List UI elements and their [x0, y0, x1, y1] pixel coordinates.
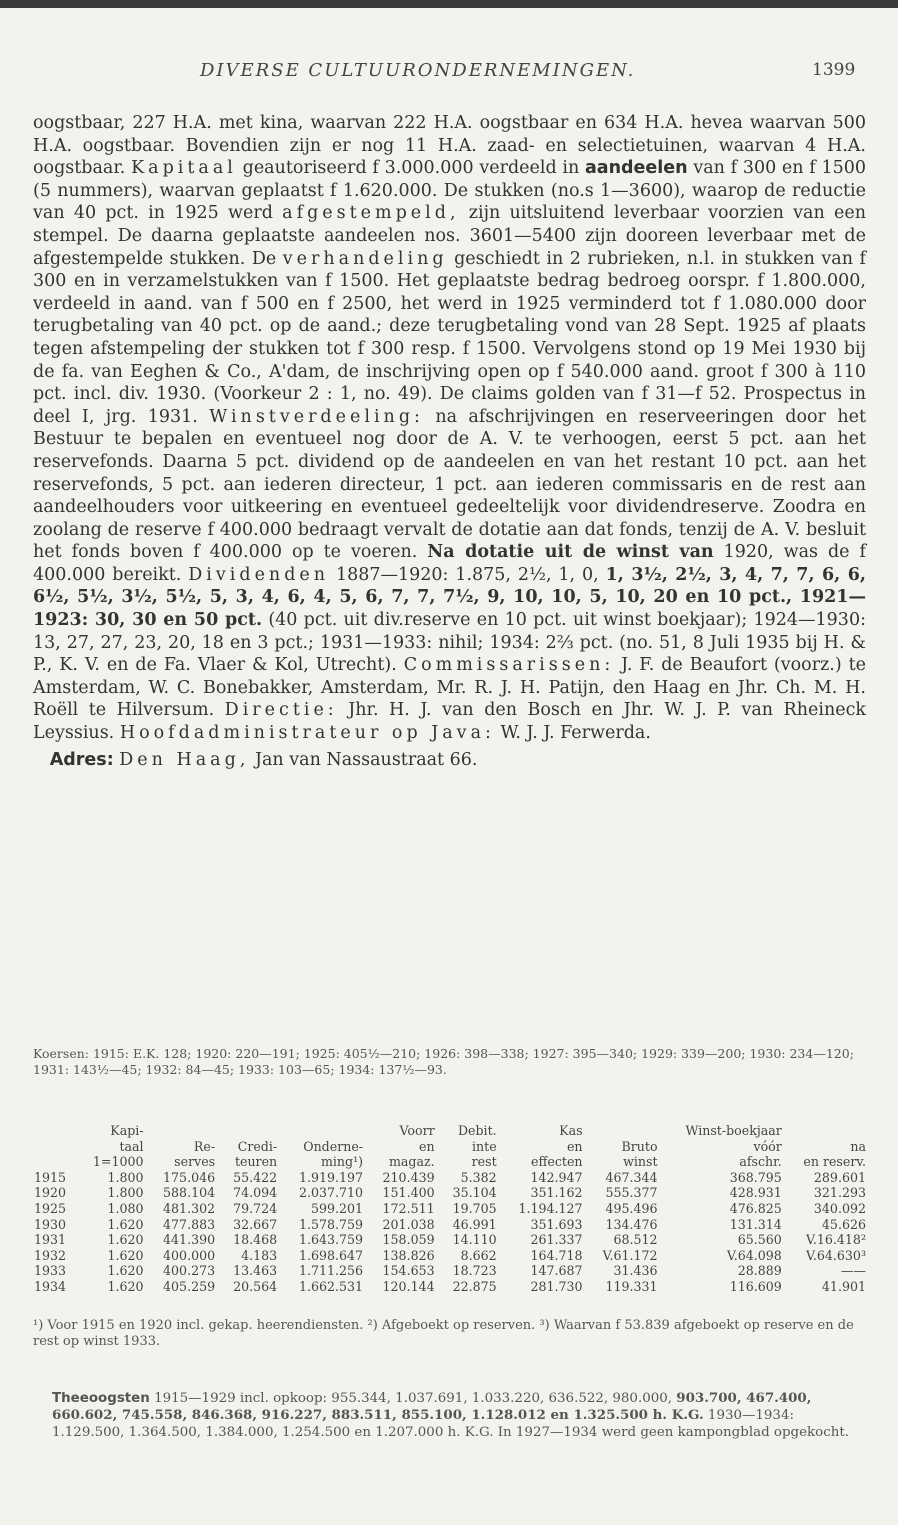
address-line: Adres: Den Haag, Jan van Nassaustraat 66. — [49, 749, 478, 770]
table-cell: 321.293 — [813, 1185, 866, 1201]
table-cell: 19.705 — [452, 1200, 497, 1216]
table-cell: —— — [840, 1263, 866, 1279]
table-cell: 588.104 — [163, 1185, 216, 1201]
table-cell: 158.059 — [382, 1232, 435, 1248]
table-cell: 1.643.759 — [298, 1232, 364, 1248]
table-cell: 555.377 — [605, 1185, 658, 1201]
adres-label: Adres: — [49, 749, 114, 770]
table-header-row — [30, 1123, 870, 1170]
table-cell: 41.901 — [821, 1278, 866, 1294]
table-cell: 351.162 — [530, 1185, 583, 1201]
table-cell: 55.422 — [233, 1169, 278, 1185]
table-cell: 175.046 — [163, 1169, 216, 1185]
table-row — [30, 1279, 870, 1295]
table-cell: 8.662 — [460, 1247, 497, 1263]
table-cell: 45.626 — [821, 1216, 866, 1232]
table-cell: 46.991 — [452, 1216, 497, 1232]
hoofdadministrateur-label: Hoofdadministrateur op Java: — [119, 723, 495, 744]
column-header: Winst-boekjaar vóór afschr. — [685, 1123, 782, 1170]
page-number: 1399 — [812, 60, 856, 80]
table-row — [30, 1217, 870, 1233]
year-cell: 1931 — [34, 1232, 67, 1248]
year-cell: 1932 — [34, 1247, 67, 1263]
table-cell: 481.302 — [163, 1200, 216, 1216]
table-cell: V.61.172 — [602, 1247, 658, 1263]
year-cell: 1930 — [34, 1216, 67, 1232]
page-header — [0, 60, 898, 90]
table-cell: 154.653 — [382, 1263, 435, 1279]
table-row — [30, 1201, 870, 1217]
table-cell: 1.620 — [107, 1232, 144, 1248]
table-cell: 1.578.759 — [298, 1216, 364, 1232]
running-title: DIVERSE CULTUURONDERNEMINGEN. — [200, 60, 636, 81]
table-cell: 467.344 — [605, 1169, 658, 1185]
table-cell: 31.436 — [613, 1263, 658, 1279]
table-cell: 261.337 — [530, 1232, 583, 1248]
table-cell: 134.476 — [605, 1216, 658, 1232]
column-header: Kas en effecten — [531, 1123, 583, 1170]
table-cell: 368.795 — [729, 1169, 782, 1185]
table-cell: 1.800 — [107, 1185, 144, 1201]
theeoogsten-paragraph: Theeoogsten 1915—1929 incl. opkoop: 955.344, 1.037.691, 1.033.220, 636.522, 980.000, 903.700, 467.400, 660.602, 745.558, 846.368, 916.227, 883.511, 855.100, 1.128.012 en 1.325.500 h. K.G. 1930—1934: 1.129.500, 1.364.500, 1.384.000, 1.254.500 en 1.207.000 h. K.G. In 1927—1934 werd geen kampongblad opgekocht. — [52, 1390, 849, 1440]
table-cell: 22.875 — [452, 1278, 497, 1294]
table-cell: 1.662.531 — [298, 1278, 364, 1294]
table-row — [30, 1263, 870, 1279]
column-header: Credi- teuren — [234, 1138, 278, 1170]
table-cell: 281.730 — [530, 1278, 583, 1294]
column-header: Debit. inte rest — [457, 1123, 497, 1170]
table-cell: 28.889 — [737, 1263, 782, 1279]
table-cell: 400.000 — [163, 1247, 216, 1263]
column-header: Onderne- ming¹) — [303, 1138, 364, 1170]
table-cell: 405.259 — [163, 1278, 216, 1294]
table-cell: 477.883 — [163, 1216, 216, 1232]
verhandeling-label: verhandeling — [282, 248, 448, 269]
table-row — [30, 1232, 870, 1248]
table-cell: 116.609 — [729, 1278, 782, 1294]
table-cell: 289.601 — [813, 1169, 866, 1185]
table-cell: 1.080 — [107, 1200, 144, 1216]
winstverdeeling-label: Winstverdeeling: — [209, 406, 424, 427]
table-cell: 210.439 — [382, 1169, 435, 1185]
table-cell: 18.468 — [233, 1232, 278, 1248]
table-body — [30, 1170, 870, 1295]
commissarissen-label: Commissarissen: — [403, 655, 615, 676]
table-cell: 13.463 — [233, 1263, 278, 1279]
column-header: Kapi- taal 1=1000 — [92, 1123, 144, 1170]
table-cell: 1.711.256 — [298, 1263, 364, 1279]
dividenden-label: Dividenden — [188, 564, 330, 585]
table-footnotes: ¹) Voor 1915 en 1920 incl. gekap. heerendiensten. ²) Afgeboekt op reserven. ³) Waarvan f 53.839 afgeboekt op reserve en de rest op winst 1933. — [33, 1318, 854, 1349]
table-cell: 1.698.647 — [298, 1247, 364, 1263]
table-cell: 14.110 — [452, 1232, 497, 1248]
year-cell: 1915 — [34, 1169, 67, 1185]
table-cell: 35.104 — [452, 1185, 497, 1201]
table-cell: 1.620 — [107, 1263, 144, 1279]
table-cell: 164.718 — [530, 1247, 583, 1263]
table-cell: 131.314 — [729, 1216, 782, 1232]
scan-top-edge — [0, 0, 898, 8]
koersen-line: Koersen: 1915: E.K. 128; 1920: 220—191; 1925: 405½—210; 1926: 398—338; 1927: 395—340; 1929: 339—200; 1930: 234—120; 1931: 143½—45; 1932: 84—45; 1933: 103—65; 1934: 137½—93. — [33, 1046, 854, 1077]
table-cell: 1.919.197 — [298, 1169, 364, 1185]
company-description — [33, 112, 866, 771]
financial-table — [30, 1123, 870, 1295]
theeoogsten-label: Theeoogsten — [52, 1391, 150, 1406]
table-cell: 1.800 — [107, 1169, 144, 1185]
table-cell: 476.825 — [729, 1200, 782, 1216]
table-cell: 20.564 — [233, 1278, 278, 1294]
table-cell: 68.512 — [613, 1232, 658, 1248]
table-cell: 151.400 — [382, 1185, 435, 1201]
table-cell: 351.693 — [530, 1216, 583, 1232]
table-cell: 79.724 — [233, 1200, 278, 1216]
table-cell: 1.194.127 — [518, 1200, 583, 1216]
table-cell: V.16.418² — [805, 1232, 866, 1248]
table-cell: 441.390 — [163, 1232, 216, 1248]
table-cell: 428.931 — [729, 1185, 782, 1201]
table-cell: 18.723 — [452, 1263, 497, 1279]
table-cell: V.64.098 — [726, 1247, 782, 1263]
table-row — [30, 1170, 870, 1186]
directie-label: Directie: — [224, 700, 338, 721]
table-cell: 599.201 — [310, 1200, 364, 1216]
column-header — [30, 1123, 78, 1170]
table-cell: 201.038 — [382, 1216, 435, 1232]
year-cell: 1934 — [34, 1278, 67, 1294]
table-cell: 340.092 — [813, 1200, 866, 1216]
table-cell: 5.382 — [460, 1169, 497, 1185]
table-cell: 119.331 — [605, 1278, 658, 1294]
table-cell: 65.560 — [737, 1232, 782, 1248]
table-cell: 1.620 — [107, 1278, 144, 1294]
table-cell: 400.273 — [163, 1263, 216, 1279]
table-cell: 4.183 — [241, 1247, 278, 1263]
table-cell: 172.511 — [382, 1200, 435, 1216]
table-cell: 1.620 — [107, 1216, 144, 1232]
column-header: Voorr en magaz. — [388, 1123, 435, 1170]
table-cell: 2.037.710 — [298, 1185, 364, 1201]
year-cell: 1933 — [34, 1263, 67, 1279]
aandeelen-label: aandeelen — [584, 158, 688, 179]
column-header: Re- serves — [174, 1138, 216, 1170]
year-cell: 1920 — [34, 1185, 67, 1201]
table-row — [30, 1185, 870, 1201]
table-row — [30, 1248, 870, 1264]
table-cell: V.64.630³ — [805, 1247, 866, 1263]
kapitaal-label: Kapitaal — [131, 158, 237, 179]
table-cell: 138.826 — [382, 1247, 435, 1263]
table-cell: 32.667 — [233, 1216, 278, 1232]
year-cell: 1925 — [34, 1200, 67, 1216]
table-cell: 142.947 — [530, 1169, 583, 1185]
column-header: Bruto winst — [621, 1138, 658, 1170]
table-cell: 1.620 — [107, 1247, 144, 1263]
table-cell: 147.687 — [530, 1263, 583, 1279]
table-cell: 120.144 — [382, 1278, 435, 1294]
column-header: na en reserv. — [803, 1138, 866, 1170]
table-cell: 495.496 — [605, 1200, 658, 1216]
table-cell: 74.094 — [233, 1185, 278, 1201]
main-paragraph: oogstbaar, 227 H.A. met kina, waarvan 222 H.A. oogstbaar en 634 H.A. hevea waarvan 500 H.A. oogstbaar. Bovendien zijn er nog 11 H.A. zaad- en selectietuinen, waarvan 4 H.A. oogstbaar. Kapitaal geautoriseerd f 3.000.000 verdeeld in aandeelen van f 300 en f 1500 (5 nummers), waarvan geplaatst f 1.620.000. De stukken (no.s 1—3600), waarop de reductie van 40 pct. in 1925 werd afgestempeld, zijn uitsluitend leverbaar voorzien van een stempel. De daarna geplaatste aandeelen nos. 3601—5400 zijn dooreen leverbaar met de afgestempelde stukken. De verhandeling geschiedt in 2 rubrieken, n.l. in stukken van f 300 en in verzamelstukken van f 1500. Het geplaatste bedrag bedroeg oorspr. f 1.800.000, verdeeld in aand. van f 500 en f 2500, het werd in 1925 verminderd tot f 1.080.000 door terugbetaling van 40 pct. op de aand.; deze terugbetaling vond van 28 Sept. 1925 af plaats tegen afstempeling der stukken tot f 300 resp. f 1500. Vervolgens stond op 19 Mei 1930 bij de fa. van Eeghen & Co., A'dam, de inschrijving open op f 540.000 aand. groot f 300 à 110 pct. incl. div. 1930. (Voorkeur 2 : 1, no. 49). De claims golden van f 31—f 52. Prospectus in deel I, jrg. 1931. Winstverdeeling: na afschrijvingen en reserveeringen door het Bestuur te bepalen en eventueel nog door de A. V. te verhoogen, eerst 5 pct. aan het reservefonds. Daarna 5 pct. dividend op de aandeelen en van het restant 10 pct. aan het reservefonds, 5 pct. aan iederen directeur, 1 pct. aan iederen commissaris en de rest aan aandeelhouders voor uitkeering en eventueel gedeeltelijk voor dividendreserve. Zoodra en zoolang de reserve f 400.000 bedraagt vervalt de dotatie aan dat fonds, tenzij de A. V. besluit het fonds boven f 400.000 op te voeren. Na dotatie uit de winst van 1920, was de f 400.000 bereikt. Dividenden 1887—1920: 1.875, 2½, 1, 0, 1, 3½, 2½, 3, 4, 7, 7, 6, 6, 6½, 5½, 3½, 5½, 5, 3, 4, 6, 4, 5, 6, 7, 7, 7½, 9, 10, 10, 5, 10, 20 en 10 pct., 1921—1923: 30, 30 en 50 pct. (40 pct. uit div.reserve en 10 pct. uit winst boekjaar); 1924—1930: 13, 27, 27, 23, 20, 18 en 3 pct.; 1931—1933: nihil; 1934: 2⅔ pct. (no. 51, 8 Juli 1935 bij H. & P., K. V. en de Fa. Vlaer & Kol, Utrecht). Commissarissen: J. F. de Beaufort (voorz.) te Amsterdam, W. C. Bonebakker, Amsterdam, Mr. R. J. H. Patijn, den Haag en Jhr. Ch. M. H. Roëll te Hilversum. Directie: Jhr. H. J. van den Bosch en Jhr. W. J. P. van Rheineck Leyssius. Hoofdadministrateur op Java: W. J. J. Ferwerda. — [33, 113, 866, 744]
